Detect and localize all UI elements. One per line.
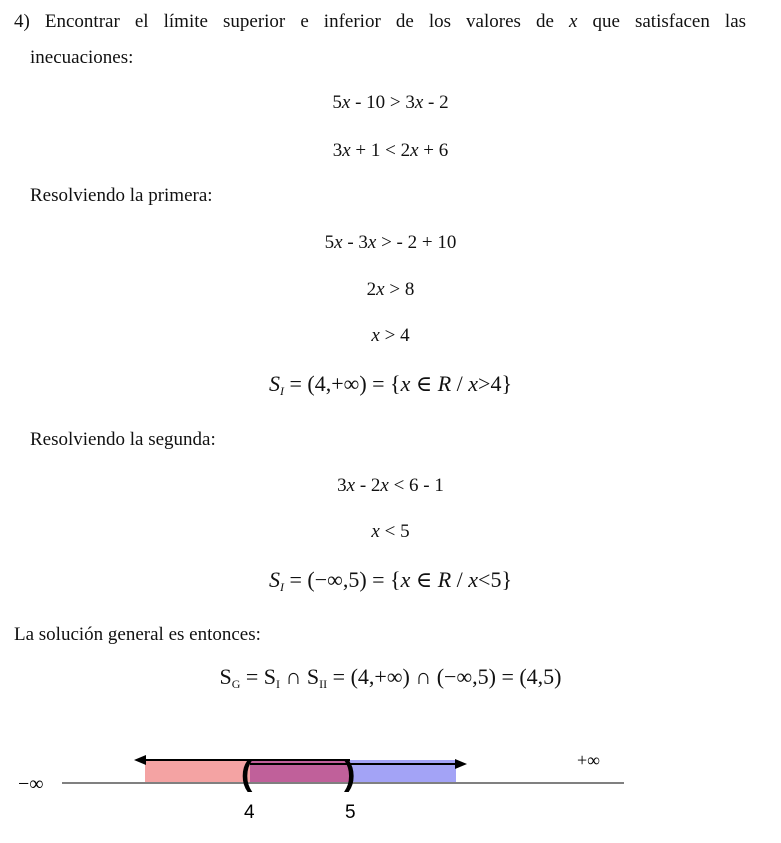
first-solution-set: $S_I = (4,+\infty) = \{x$ ∈ R / x>4} xyxy=(269,371,512,398)
tick-label-4: 4 xyxy=(244,802,255,823)
pos-infinity-label: +∞ xyxy=(577,750,600,770)
second-solution-set: $S_I = (-\infty,5) = \{x$ ∈ R / x<5} xyxy=(269,567,512,594)
problem-variable: x xyxy=(568,11,578,32)
problem-number: 4) xyxy=(14,11,30,32)
tick-label-5: 5 xyxy=(345,802,356,823)
left-arrow-head xyxy=(134,755,146,765)
inequality-1: 5x - 10 > 3x - 2 xyxy=(332,92,449,113)
first-step-1: 5x - 3x > - 2 + 10 xyxy=(324,232,457,253)
neg-infinity-label: −∞ xyxy=(18,773,44,795)
problem-text: Encontrar el límite superior e inferior de los valores de xyxy=(44,11,554,32)
first-set-region xyxy=(145,760,250,782)
first-solution-heading: Resolviendo la primera: xyxy=(30,185,213,206)
first-step-2: 2x > 8 xyxy=(366,279,415,300)
second-step-2: x < 5 xyxy=(371,521,410,542)
second-step-1: 3x - 2x < 6 - 1 xyxy=(337,475,444,496)
number-line xyxy=(0,740,781,830)
general-formula: $S_G = S_I$ ∩ $S_{II} = (4,+\infty)$ ∩ (−∞,5) = (4,5) xyxy=(219,664,562,691)
right-arrow-head xyxy=(455,759,467,769)
problem-statement xyxy=(14,8,746,36)
problem-statement-line2: inecuaciones: xyxy=(30,47,134,68)
second-solution-heading: Resolviendo la segunda: xyxy=(30,429,216,450)
problem-text-end: que satisfacen las xyxy=(592,11,747,32)
first-step-3: x > 4 xyxy=(371,325,410,346)
general-heading: La solución general es entonces: xyxy=(14,624,261,645)
left-parenthesis: ( xyxy=(241,755,253,793)
right-parenthesis: ) xyxy=(344,755,356,793)
inequality-2: 3x + 1 < 2x + 6 xyxy=(332,140,449,161)
